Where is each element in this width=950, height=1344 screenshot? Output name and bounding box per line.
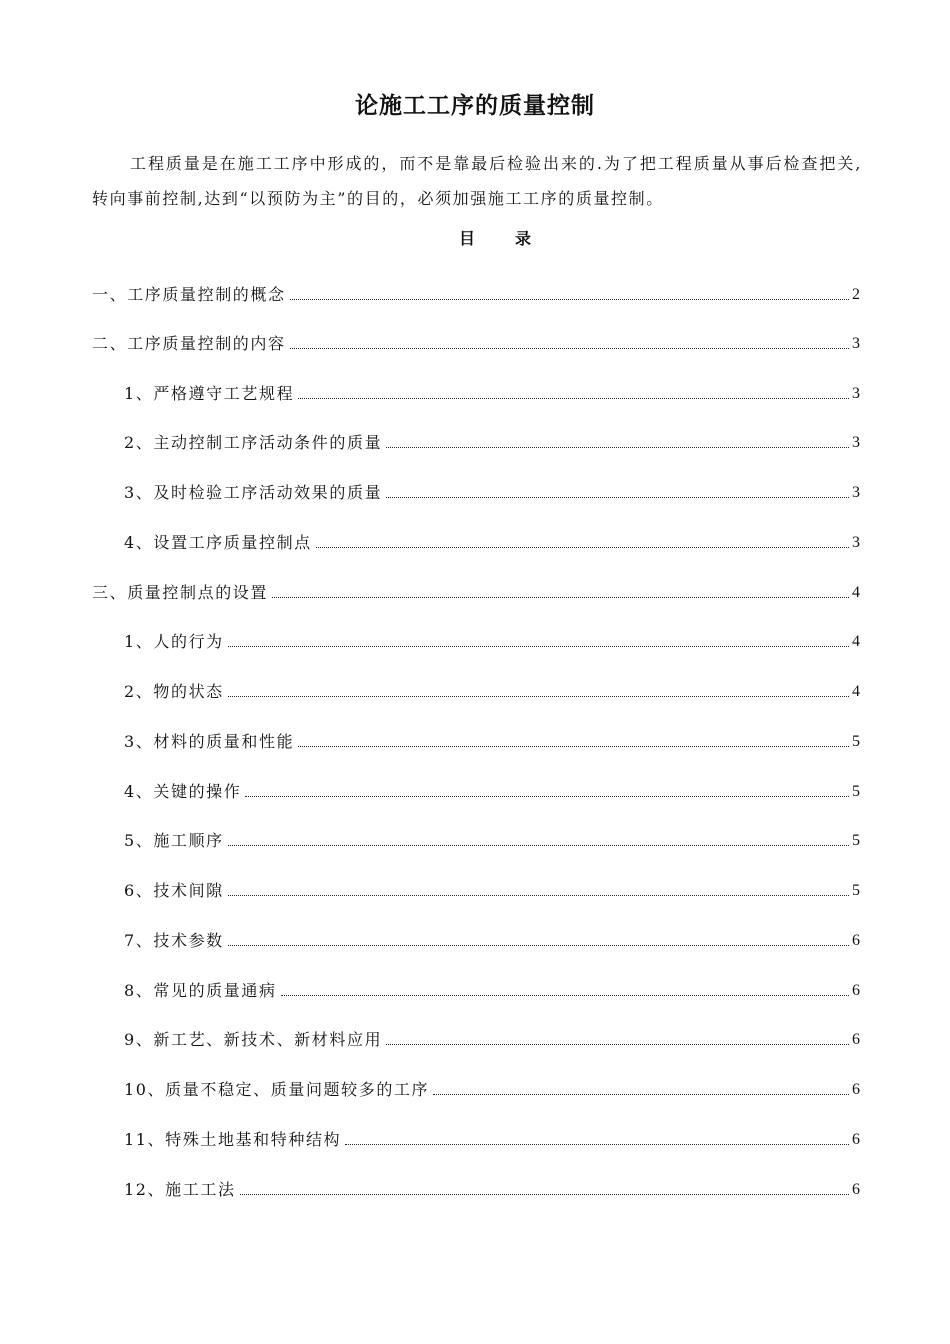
toc-entry[interactable] — [92, 325, 860, 355]
toc-leader-dots — [272, 596, 849, 598]
toc-entry[interactable] — [124, 424, 860, 454]
toc-entry-label: 2、主动控制工序活动条件的质量 — [124, 433, 383, 452]
toc-entry-label: 11、特殊土地基和特种结构 — [124, 1130, 342, 1149]
toc-leader-dots — [298, 745, 849, 747]
toc-leader-dots — [386, 446, 849, 448]
toc-entry[interactable] — [124, 1021, 860, 1051]
toc-entry[interactable] — [124, 773, 860, 803]
toc-entry-page: 6 — [852, 1031, 860, 1048]
toc-entry-page: 5 — [852, 733, 860, 750]
toc-leader-dots — [298, 397, 849, 399]
toc-leader-dots — [240, 1193, 849, 1195]
toc-entry-label: 7、技术参数 — [124, 931, 224, 950]
toc-entry-label: 三、质量控制点的设置 — [92, 583, 269, 602]
toc-entry[interactable] — [124, 375, 860, 405]
toc-entry-page: 5 — [852, 832, 860, 849]
toc-entry[interactable] — [124, 1071, 860, 1101]
toc-entry-page: 3 — [852, 385, 860, 402]
toc-entry[interactable] — [92, 574, 860, 604]
toc-entry-page: 2 — [852, 286, 860, 303]
document-title: 论施工工序的质量控制 — [355, 92, 595, 119]
toc-leader-dots — [228, 894, 849, 896]
toc-entry-page: 5 — [852, 882, 860, 899]
toc-heading-left: 目 — [458, 229, 475, 248]
toc-entry-page: 6 — [852, 932, 860, 949]
toc-heading — [0, 224, 950, 254]
toc-entry[interactable] — [124, 673, 860, 703]
toc-entry-page: 6 — [852, 982, 860, 999]
toc-entry-label: 2、物的状态 — [124, 682, 224, 701]
toc-entry[interactable] — [124, 623, 860, 653]
toc-entry-label: 5、施工顺序 — [124, 831, 224, 850]
toc-entry[interactable] — [124, 474, 860, 504]
toc-entry-label: 一、工序质量控制的概念 — [92, 285, 286, 304]
toc-entry-page: 6 — [852, 1081, 860, 1098]
toc-entry[interactable] — [124, 822, 860, 852]
intro-paragraph: 工程质量是在施工工序中形成的，而不是靠最后检验出来的.为了把工程质量从事后检查把关,转向事前控制,达到“以预防为主”的目的，必须加强施工工序的质量控制。 — [92, 154, 862, 208]
toc-entry[interactable] — [124, 972, 860, 1002]
toc-entry-page: 6 — [852, 1131, 860, 1148]
toc-entry[interactable] — [92, 276, 860, 306]
toc-entry-label: 6、技术间隙 — [124, 881, 224, 900]
toc-leader-dots — [386, 1043, 849, 1045]
toc-leader-dots — [345, 1143, 849, 1145]
toc-leader-dots — [228, 844, 849, 846]
toc-entry-page: 3 — [852, 534, 860, 551]
toc-entry[interactable] — [124, 524, 860, 554]
toc-entry[interactable] — [124, 922, 860, 952]
toc-leader-dots — [228, 695, 849, 697]
toc-entry[interactable] — [124, 1121, 860, 1151]
toc-heading-right: 录 — [515, 229, 532, 248]
toc-leader-dots — [228, 944, 849, 946]
toc-entry-label: 1、人的行为 — [124, 632, 224, 651]
toc-entry-label: 9、新工艺、新技术、新材料应用 — [124, 1030, 383, 1049]
toc-entry-label: 4、设置工序质量控制点 — [124, 533, 312, 552]
toc-entry-page: 5 — [852, 783, 860, 800]
toc-leader-dots — [281, 994, 849, 996]
toc-entry-page: 3 — [852, 434, 860, 451]
toc-entry-page: 3 — [852, 335, 860, 352]
toc-entry-label: 4、关键的操作 — [124, 782, 242, 801]
toc-entry[interactable] — [124, 872, 860, 902]
toc-entry-label: 二、工序质量控制的内容 — [92, 334, 286, 353]
toc-entry-page: 4 — [852, 633, 860, 650]
toc-leader-dots — [290, 298, 849, 300]
toc-entry-label: 12、施工工法 — [124, 1180, 236, 1199]
toc-leader-dots — [290, 347, 849, 349]
toc-leader-dots — [228, 645, 849, 647]
toc-entry-label: 10、质量不稳定、质量问题较多的工序 — [124, 1080, 430, 1099]
toc-entry-page: 6 — [852, 1181, 860, 1198]
toc-entry-page: 3 — [852, 484, 860, 501]
toc-entry-label: 8、常见的质量通病 — [124, 981, 277, 1000]
toc-entry[interactable] — [124, 723, 860, 753]
toc-entry[interactable] — [124, 1171, 860, 1201]
toc-entry-page: 4 — [852, 683, 860, 700]
toc-leader-dots — [245, 795, 849, 797]
toc-entry-label: 3、及时检验工序活动效果的质量 — [124, 483, 383, 502]
toc-entry-label: 1、严格遵守工艺规程 — [124, 384, 295, 403]
toc-leader-dots — [433, 1093, 849, 1095]
toc-entry-label: 3、材料的质量和性能 — [124, 732, 295, 751]
toc-entry-page: 4 — [852, 584, 860, 601]
toc-leader-dots — [386, 496, 849, 498]
toc-leader-dots — [316, 546, 849, 548]
